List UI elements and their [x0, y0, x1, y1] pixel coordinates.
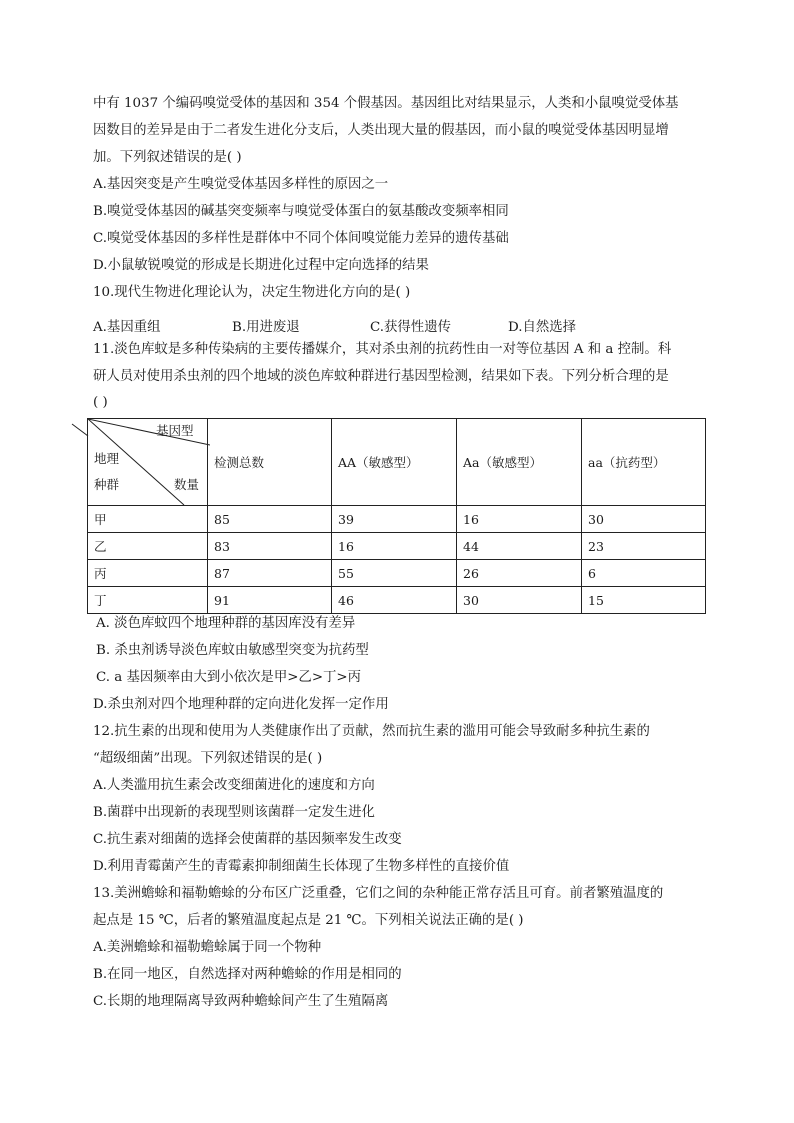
q11-option-a: A. 淡色库蚊四个地理种群的基因库没有差异	[96, 616, 356, 631]
cell-AA: 39	[332, 506, 457, 533]
q11-stem-line-2: 研人员对使用杀虫剂的四个地域的淡色库蚊种群进行基因型检测，结果如下表。下列分析合理的是	[93, 369, 669, 384]
row-name: 甲	[88, 506, 208, 533]
q9-option-a: A.基因突变是产生嗅觉受体基因多样性的原因之一	[93, 177, 389, 192]
cell-total: 85	[208, 506, 332, 533]
table-row	[88, 533, 706, 560]
q12-option-c: C.抗生素对细菌的选择会使菌群的基因频率发生改变	[93, 832, 402, 847]
table-row	[88, 506, 706, 533]
q9-option-b: B.嗅觉受体基因的碱基突变频率与嗅觉受体蛋白的氨基酸改变频率相同	[93, 204, 509, 219]
table-row	[88, 587, 706, 614]
q10-stem: 10.现代生物进化理论认为，决定生物进化方向的是( )	[93, 285, 411, 300]
cell-Aa: 44	[457, 533, 582, 560]
q9-option-c: C.嗅觉受体基因的多样性是群体中不同个体间嗅觉能力差异的遗传基础	[93, 231, 509, 246]
table-corner-cell	[88, 419, 208, 506]
q12-stem-line-1: 12.抗生素的出现和使用为人类健康作出了贡献，然而抗生素的滥用可能会导致耐多种抗生素的	[93, 724, 650, 739]
cell-aa: 23	[582, 533, 706, 560]
q11-option-d: D.杀虫剂对四个地理种群的定向进化发挥一定作用	[93, 697, 389, 712]
q12-option-d: D.利用青霉菌产生的青霉素抑制细菌生长体现了生物多样性的直接价值	[93, 859, 510, 874]
table-header-row	[88, 419, 706, 506]
cell-AA: 46	[332, 587, 457, 614]
header-aa-recessive: aa（抗药型）	[582, 419, 706, 506]
q10-option-d: D.自然选择	[508, 320, 577, 335]
q11-option-c: C. a 基因频率由大到小依次是甲>乙>丁>丙	[96, 670, 362, 685]
q10-option-b: B.用进废退	[232, 320, 300, 335]
q12-stem-line-2: “超级细菌”出现。下列叙述错误的是( )	[93, 751, 323, 766]
cell-AA: 16	[332, 533, 457, 560]
corner-label-region: 地理	[94, 451, 120, 466]
q11-option-b: B. 杀虫剂诱导淡色库蚊由敏感型突变为抗药型	[96, 643, 369, 658]
cell-AA: 55	[332, 560, 457, 587]
cell-total: 83	[208, 533, 332, 560]
cell-Aa: 30	[457, 587, 582, 614]
q11-stem-line-3: ( )	[93, 395, 108, 410]
header-aa-hetero: Aa（敏感型）	[457, 419, 582, 506]
corner-label-quantity: 数量	[174, 477, 200, 492]
table-row	[88, 560, 706, 587]
q13-option-c: C.长期的地理隔离导致两种蟾蜍间产生了生殖隔离	[93, 994, 389, 1009]
q9-stem-line-2: 因数目的差异是由于二者发生进化分支后，人类出现大量的假基因，而小鼠的嗅觉受体基因明显增	[93, 123, 669, 138]
q13-option-b: B.在同一地区，自然选择对两种蟾蜍的作用是相同的	[93, 967, 402, 982]
q12-option-a: A.人类滥用抗生素会改变细菌进化的速度和方向	[93, 778, 375, 793]
genotype-table	[87, 418, 706, 614]
cell-aa: 30	[582, 506, 706, 533]
row-name: 丁	[88, 587, 208, 614]
cell-total: 91	[208, 587, 332, 614]
cell-aa: 15	[582, 587, 706, 614]
row-name: 乙	[88, 533, 208, 560]
corner-label-genotype: 基因型	[156, 423, 194, 438]
cell-Aa: 16	[457, 506, 582, 533]
q10-option-a: A.基因重组	[93, 320, 161, 335]
q13-stem-line-2: 起点是 15 ℃，后者的繁殖温度起点是 21 ℃。下列相关说法正确的是( )	[93, 913, 524, 928]
q11-stem-line-1: 11.淡色库蚊是多种传染病的主要传播媒介，其对杀虫剂的抗药性由一对等位基因 A 和 a 控制。科	[93, 342, 672, 357]
q13-option-a: A.美洲蟾蜍和福勒蟾蜍属于同一个物种	[93, 940, 322, 955]
q9-stem-line-3: 加。下列叙述错误的是( )	[93, 150, 242, 165]
q12-option-b: B.菌群中出现新的表现型则该菌群一定发生进化	[93, 805, 375, 820]
q13-stem-line-1: 13.美洲蟾蜍和福勒蟾蜍的分布区广泛重叠，它们之间的杂种能正常存活且可育。前者繁殖温度的	[93, 886, 664, 901]
header-aa-dominant: AA（敏感型）	[332, 419, 457, 506]
cell-Aa: 26	[457, 560, 582, 587]
header-total: 检测总数	[208, 419, 332, 506]
cell-aa: 6	[582, 560, 706, 587]
q9-stem-line-1: 中有 1037 个编码嗅觉受体的基因和 354 个假基因。基因组比对结果显示，人类和小鼠嗅觉受体基	[93, 96, 679, 111]
corner-label-population: 种群	[94, 477, 120, 492]
q10-option-c: C.获得性遗传	[370, 320, 451, 335]
row-name: 丙	[88, 560, 208, 587]
cell-total: 87	[208, 560, 332, 587]
q9-option-d: D.小鼠敏锐嗅觉的形成是长期进化过程中定向选择的结果	[93, 258, 429, 273]
